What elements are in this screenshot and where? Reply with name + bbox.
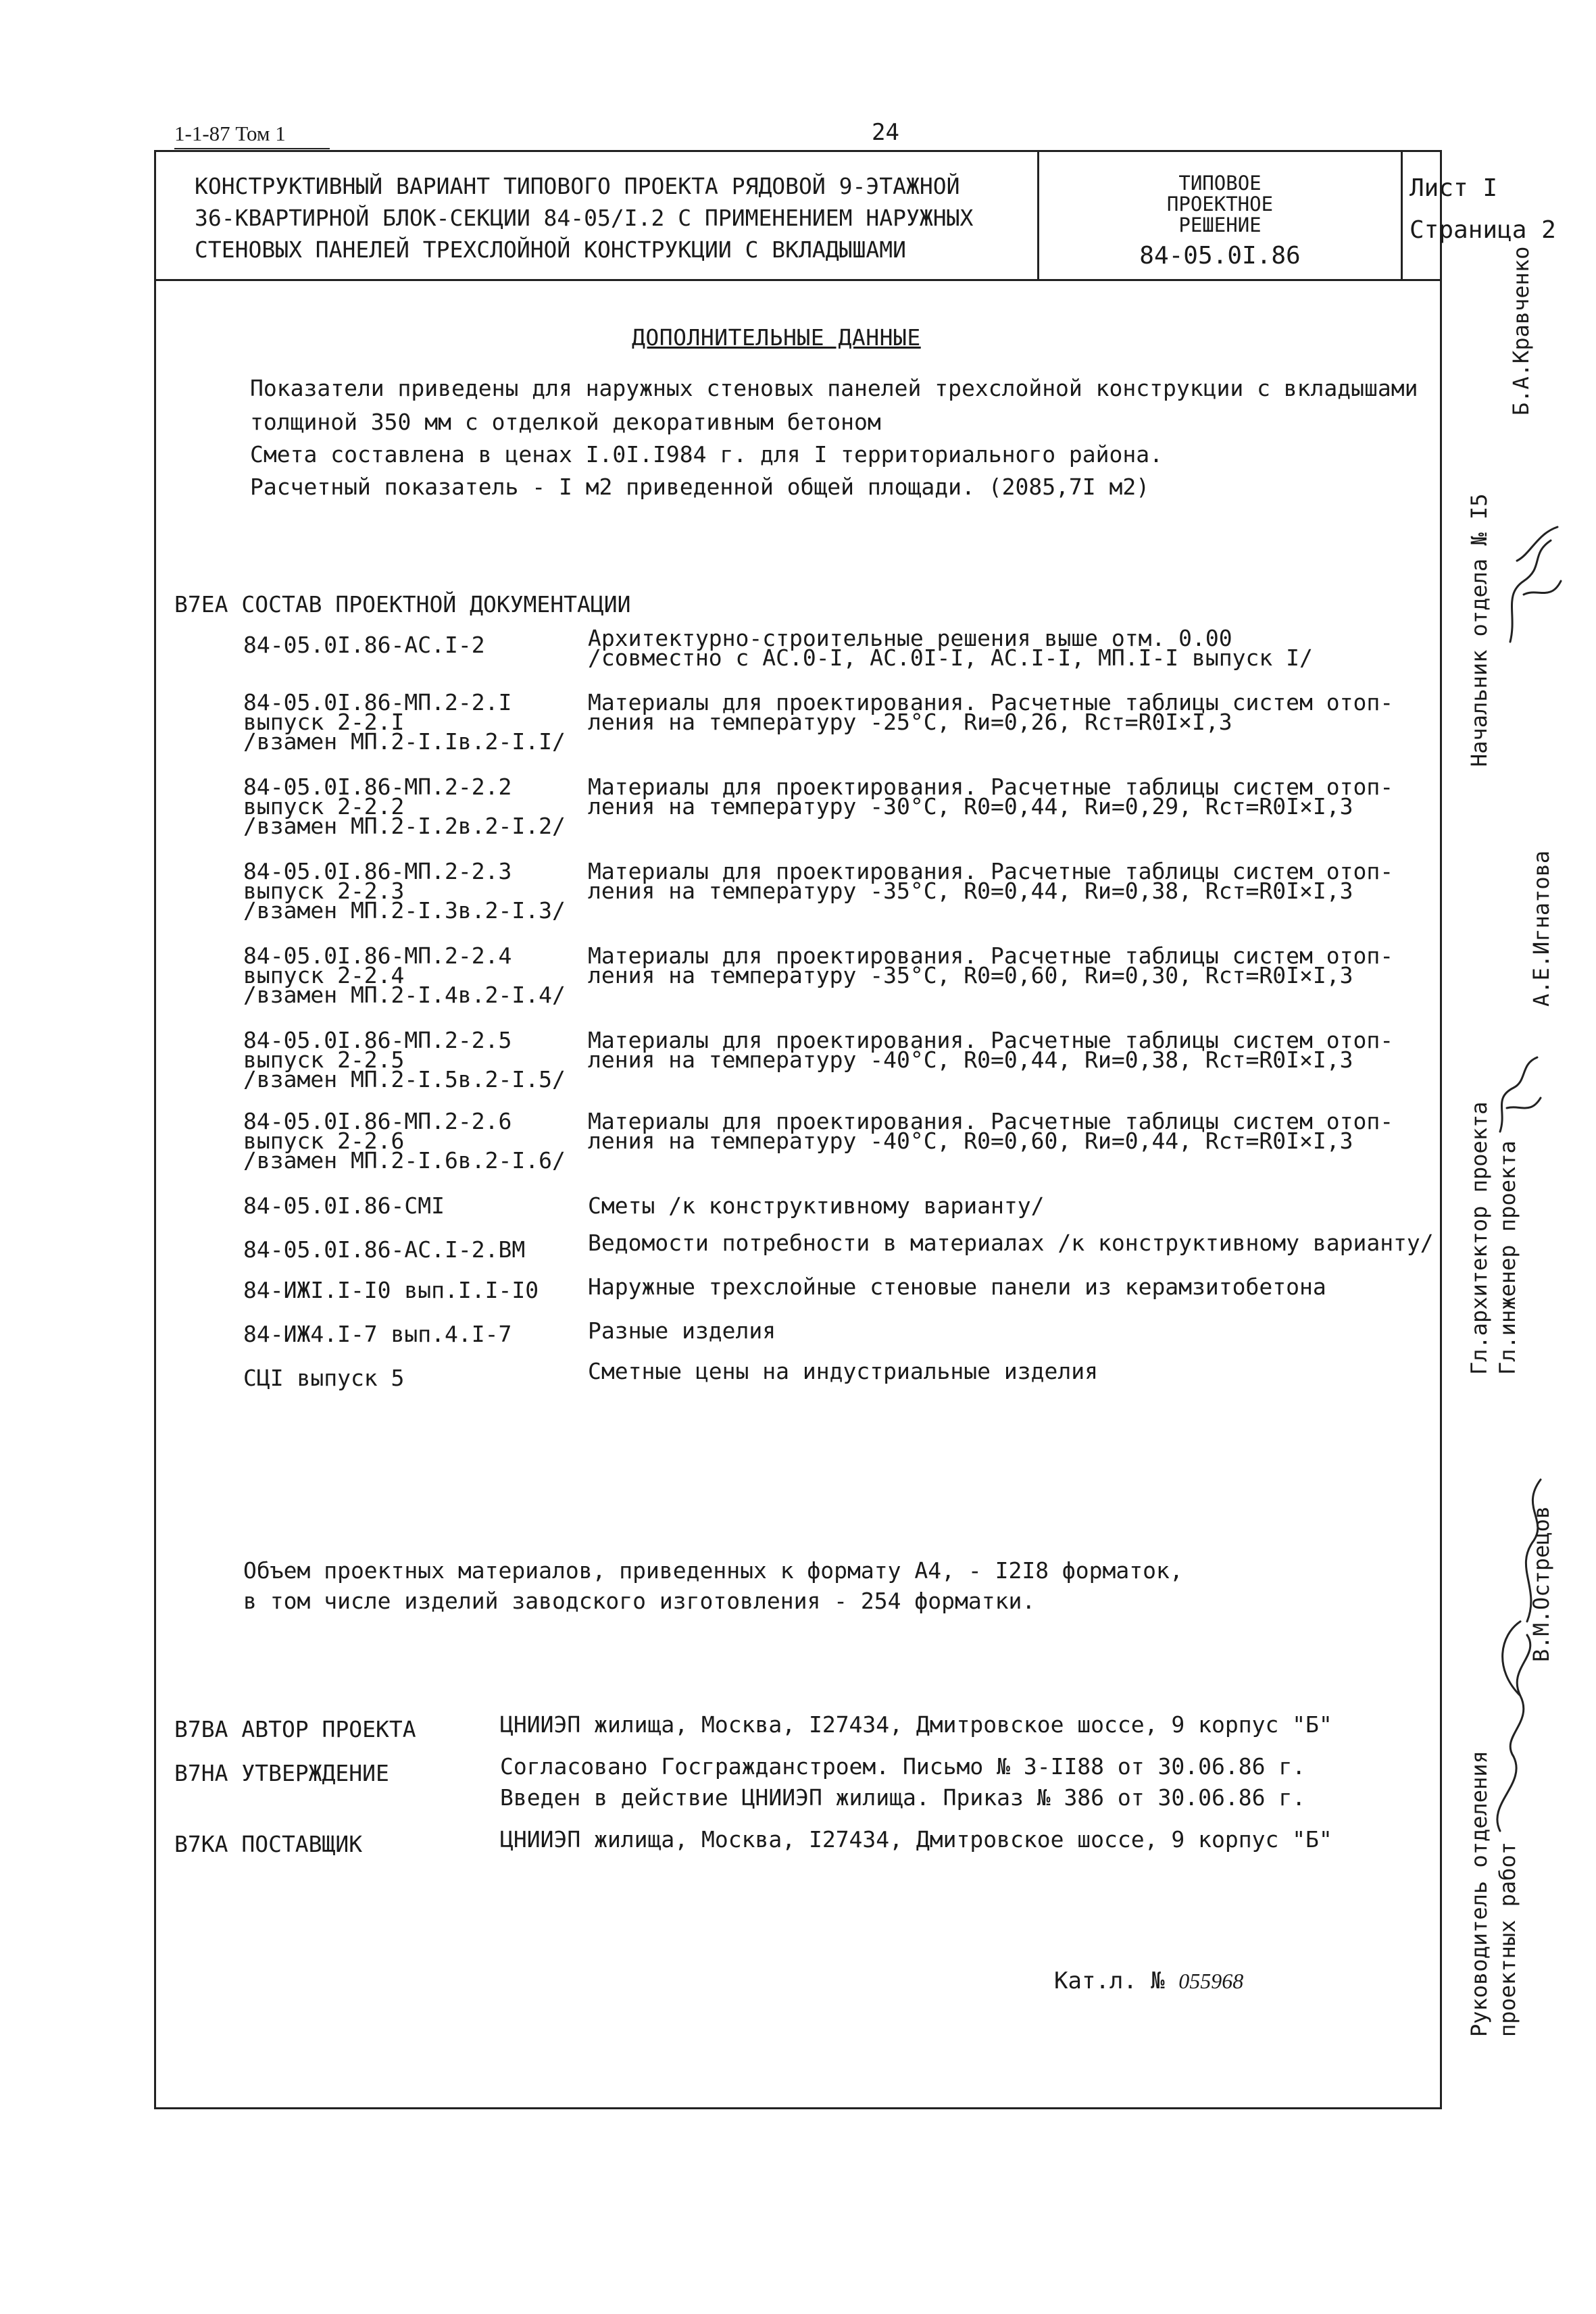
doc-description: [588, 774, 1394, 820]
doc-code-line: 84-ИЖI.I-I0 вып.I.I-I0: [243, 1277, 539, 1303]
doc-code: [243, 942, 566, 1008]
signature-ignatova: [1480, 1051, 1554, 1138]
doc-description-line: Материалы для проектирования. Расчетные таблицы систем отоп-: [588, 1027, 1394, 1053]
doc-code: [243, 632, 485, 658]
doc-description-line: Разные изделия: [588, 1317, 776, 1344]
doc-description-line: ления на температуру -35°С, R0=0,44, Rи=0,38, Rст=R0I×I,3: [588, 878, 1353, 904]
doc-code-line: 84-05.0I.86-МП.2-2.6: [243, 1108, 512, 1134]
doc-code-line: /взамен МП.2-I.3в.2-I.3/: [243, 897, 566, 924]
catalog-number: [1054, 1967, 1243, 1994]
doc-description-line: Материалы для проектирования. Расчетные таблицы систем отоп-: [588, 774, 1394, 800]
doc-code-line: 84-05.0I.86-МП.2-2.I: [243, 689, 512, 715]
doc-code-line: выпуск 2-2.2: [243, 793, 405, 820]
doc-description: [588, 1192, 1045, 1219]
doc-description: [588, 689, 1394, 735]
project-title-line: СТЕНОВЫХ ПАНЕЛЕЙ ТРЕХСЛОЙНОЙ КОНСТРУКЦИИ С ВКЛАДЫШАМИ: [195, 236, 906, 263]
doc-description: [588, 1108, 1394, 1154]
doc-description-line: Ведомости потребности в материалах /к конструктивному варианту/: [588, 1230, 1434, 1256]
chief-engineer-label: Гл.инженер проекта: [1495, 1140, 1520, 1375]
author-label: В7ВА АВТОР ПРОЕКТА: [174, 1716, 416, 1742]
doc-code-line: выпуск 2-2.6: [243, 1128, 405, 1154]
signer-ignatova: А.Е.Игнатова: [1528, 850, 1554, 1007]
doc-description-line: Сметы /к конструктивному варианту/: [588, 1192, 1045, 1219]
catalog-label: Кат.л. №: [1054, 1967, 1165, 1994]
sheet-page: Страница 2: [1410, 216, 1556, 244]
doc-code-line: 84-05.0I.86-СМI: [243, 1192, 445, 1219]
doc-code-line: 84-05.0I.86-МП.2-2.4: [243, 942, 512, 969]
doc-description-line: ления на температуру -25°С, Rи=0,26, Rст=R0I×I,3: [588, 709, 1232, 735]
doc-code-line: выпуск 2-2.4: [243, 962, 405, 988]
doc-code-line: СЦI выпуск 5: [243, 1365, 405, 1391]
doc-code: [243, 858, 566, 924]
doc-description-line: ления на температуру -40°С, R0=0,60, Rи=0,44, Rст=R0I×I,3: [588, 1128, 1353, 1154]
composition-heading: В7ЕА СОСТАВ ПРОЕКТНОЙ ДОКУМЕНТАЦИИ: [174, 591, 631, 618]
solution-type: [1039, 150, 1403, 279]
document-reference: 1-1-87 Том 1: [174, 122, 286, 145]
approval-line: Согласовано Госгражданстроем. Письмо № 3-II88 от 30.06.86 г.: [500, 1753, 1306, 1780]
additional-line: Смета составлена в ценах I.0I.I984 г. для I территориального района.: [250, 441, 1164, 468]
doc-code: [243, 1236, 526, 1263]
sheet-number: Лист I: [1410, 174, 1498, 202]
solution-type-line: РЕШЕНИЕ: [1178, 213, 1262, 236]
doc-code-line: выпуск 2-2.I: [243, 709, 405, 735]
project-title-line: 36-КВАРТИРНОЙ БЛОК-СЕКЦИИ 84-05/I.2 С ПРИМЕНЕНИЕМ НАРУЖНЫХ: [195, 205, 974, 231]
doc-code-line: 84-05.0I.86-МП.2-2.5: [243, 1027, 512, 1053]
solution-type-line: ТИПОВОЕ: [1178, 172, 1262, 195]
doc-code: [243, 1277, 539, 1303]
signer-kravchenko: Б.А.Кравченко: [1508, 246, 1534, 416]
doc-code-line: /взамен МП.2-I.Iв.2-I.I/: [243, 728, 566, 755]
doc-description-line: ления на температуру -35°С, R0=0,60, Rи=0,30, Rст=R0I×I,3: [588, 962, 1353, 988]
doc-description-line: Сметные цены на индустриальные изделия: [588, 1358, 1098, 1384]
solution-code: 84-05.0I.86: [1139, 242, 1301, 270]
doc-code: [243, 1321, 512, 1347]
solution-type-line: ПРОЕКТНОЕ: [1166, 193, 1274, 216]
design-works-label: проектных работ: [1495, 1842, 1520, 2037]
doc-description: [588, 858, 1394, 904]
doc-code: [243, 774, 566, 839]
doc-description-line: Архитектурно-строительные решения выше отм. 0.00: [588, 625, 1232, 651]
signer-ostretsov: В.М.Острецов: [1528, 1505, 1554, 1662]
doc-description: [588, 1230, 1434, 1256]
doc-description-line: ления на температуру -30°С, R0=0,44, Rи=0,29, Rст=R0I×I,3: [588, 793, 1353, 820]
doc-code-line: 84-05.0I.86-АС.I-2.ВМ: [243, 1236, 526, 1263]
additional-data-heading: ДОПОЛНИТЕЛЬНЫЕ ДАННЫЕ: [632, 324, 921, 351]
doc-code-line: /взамен МП.2-I.2в.2-I.2/: [243, 813, 566, 839]
supplier-label: В7КА ПОСТАВЩИК: [174, 1831, 363, 1857]
doc-code-line: 84-05.0I.86-МП.2-2.2: [243, 774, 512, 800]
doc-code-line: выпуск 2-2.3: [243, 878, 405, 904]
signature-ostretsov: [1473, 1466, 1561, 1844]
approval-line: Введен в действие ЦНИИЭП жилища. Приказ № 386 от 30.06.86 г.: [500, 1784, 1306, 1811]
title-block: [154, 150, 1556, 281]
chief-architect-label: Гл.архитектор проекта: [1466, 1101, 1492, 1375]
doc-description-line: Материалы для проектирования. Расчетные таблицы систем отоп-: [588, 1108, 1394, 1134]
doc-code: [243, 689, 566, 755]
doc-description-line: ления на температуру -40°С, R0=0,44, Rи=0,38, Rст=R0I×I,3: [588, 1047, 1353, 1073]
doc-code-line: 84-05.0I.86-АС.I-2: [243, 632, 485, 658]
doc-description: [588, 625, 1313, 671]
head-of-design-label: Руководитель отделения: [1466, 1751, 1492, 2037]
doc-code-line: выпуск 2-2.5: [243, 1047, 405, 1073]
doc-code-line: /взамен МП.2-I.6в.2-I.6/: [243, 1147, 566, 1174]
doc-description-line: /совместно с АС.0-I, АС.0I-I, АС.I-I, МП.I-I выпуск I/: [588, 645, 1313, 671]
doc-code-line: 84-05.0I.86-МП.2-2.3: [243, 858, 512, 884]
doc-description-line: Материалы для проектирования. Расчетные таблицы систем отоп-: [588, 689, 1394, 715]
doc-description: [588, 1358, 1098, 1384]
doc-code-line: 84-ИЖ4.I-7 вып.4.I-7: [243, 1321, 512, 1347]
volume-line: в том числе изделий заводского изготовления - 254 форматки.: [243, 1588, 1036, 1614]
doc-description: [588, 942, 1394, 988]
doc-code: [243, 1192, 445, 1219]
doc-description: [588, 1317, 776, 1344]
doc-code: [243, 1108, 566, 1174]
approval-label: В7НА УТВЕРЖДЕНИЕ: [174, 1760, 389, 1786]
doc-description: [588, 1274, 1326, 1300]
project-title: [154, 150, 1039, 279]
doc-description-line: Материалы для проектирования. Расчетные таблицы систем отоп-: [588, 858, 1394, 884]
doc-description-line: Материалы для проектирования. Расчетные таблицы систем отоп-: [588, 942, 1394, 969]
author-text: ЦНИИЭП жилища, Москва, I27434, Дмитровское шоссе, 9 корпус "Б": [500, 1711, 1332, 1738]
doc-code: [243, 1027, 566, 1092]
catalog-value: 055968: [1178, 1969, 1244, 1993]
doc-description-line: Наружные трехслойные стеновые панели из керамзитобетона: [588, 1274, 1326, 1300]
supplier-text: ЦНИИЭП жилища, Москва, I27434, Дмитровское шоссе, 9 корпус "Б": [500, 1826, 1332, 1853]
additional-line: Показатели приведены для наружных стеновых панелей трехслойной конструкции с вкладышами: [250, 375, 1418, 401]
volume-line: Объем проектных материалов, приведенных к формату А4, - I2I8 форматок,: [243, 1557, 1183, 1584]
additional-line: толщиной 350 мм с отделкой декоративным бетоном: [250, 409, 881, 435]
doc-description: [588, 1027, 1394, 1073]
additional-line: Расчетный показатель - I м2 приведенной общей площади. (2085,7I м2): [250, 474, 1150, 500]
signature-head-of-department: [1497, 513, 1571, 649]
head-of-department-label: Начальник отдела № I5: [1466, 493, 1492, 767]
doc-code-line: /взамен МП.2-I.4в.2-I.4/: [243, 982, 566, 1008]
doc-code-line: /взамен МП.2-I.5в.2-I.5/: [243, 1066, 566, 1092]
doc-code: [243, 1365, 405, 1391]
page-number: 24: [872, 119, 899, 146]
project-title-line: КОНСТРУКТИВНЫЙ ВАРИАНТ ТИПОВОГО ПРОЕКТА РЯДОВОЙ 9-ЭТАЖНОЙ: [195, 173, 960, 199]
